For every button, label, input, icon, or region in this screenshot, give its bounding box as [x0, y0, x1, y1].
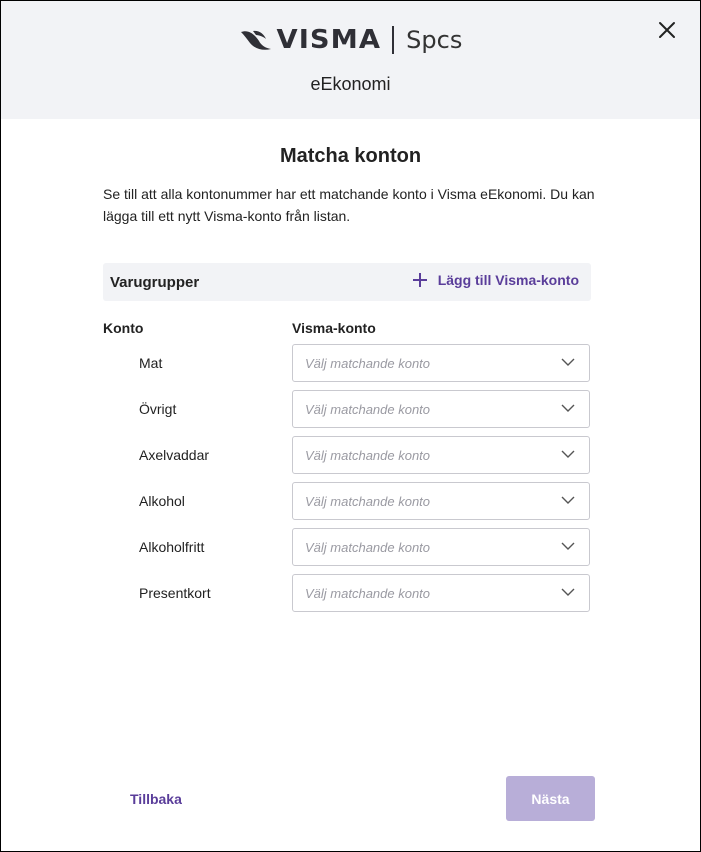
visma-account-select[interactable] — [292, 528, 590, 566]
dialog-subtitle: eEkonomi — [310, 74, 391, 94]
group-name: Varugrupper — [110, 274, 200, 291]
product-name: Spcs — [406, 26, 463, 54]
column-header-account: Konto — [103, 320, 144, 336]
group-header — [103, 263, 591, 301]
next-button[interactable]: Nästa — [506, 776, 595, 821]
select-placeholder: Välj matchande konto — [305, 356, 431, 371]
account-label-ovrigt: Övrigt — [139, 401, 177, 417]
select-placeholder: Välj matchande konto — [305, 448, 431, 463]
chevron-down-icon — [561, 495, 575, 505]
add-visma-account-button[interactable] — [412, 272, 579, 288]
page-description: Se till att alla kontonummer har ett matchande konto i Visma eEkonomi. Du kan lägga till ett nytt Visma-konto från listan. — [103, 186, 595, 224]
back-button[interactable]: Tillbaka — [130, 791, 182, 807]
chevron-down-icon — [561, 403, 575, 413]
visma-account-select[interactable] — [292, 344, 590, 382]
account-label-alkohol: Alkohol — [139, 493, 185, 509]
plus-icon — [412, 272, 428, 288]
chevron-down-icon — [561, 449, 575, 459]
close-button[interactable] — [656, 19, 678, 41]
select-placeholder: Välj matchande konto — [305, 402, 431, 417]
brand-name: VISMA — [276, 25, 381, 55]
account-label-alkoholfritt: Alkoholfritt — [139, 539, 205, 555]
brand-logo — [1, 25, 700, 55]
chevron-down-icon — [561, 541, 575, 551]
chevron-down-icon — [561, 357, 575, 367]
account-label-axelvaddar: Axelvaddar — [139, 447, 210, 463]
select-placeholder: Välj matchande konto — [305, 494, 431, 509]
logo-divider — [392, 26, 394, 54]
account-label-mat: Mat — [139, 355, 163, 371]
visma-account-select[interactable] — [292, 574, 590, 612]
add-visma-account-label: Lägg till Visma-konto — [437, 272, 579, 288]
select-placeholder: Välj matchande konto — [305, 540, 431, 555]
visma-account-select[interactable] — [292, 482, 590, 520]
page-title: Matcha konton — [279, 145, 422, 167]
visma-account-select[interactable] — [292, 436, 590, 474]
close-icon — [656, 19, 678, 41]
column-header-visma-account: Visma-konto — [292, 320, 376, 336]
visma-account-select[interactable] — [292, 390, 590, 428]
account-label-presentkort: Presentkort — [139, 585, 211, 601]
dialog-header — [1, 1, 700, 119]
select-placeholder: Välj matchande konto — [305, 586, 431, 601]
chevron-down-icon — [561, 587, 575, 597]
visma-logo-icon — [239, 29, 273, 51]
